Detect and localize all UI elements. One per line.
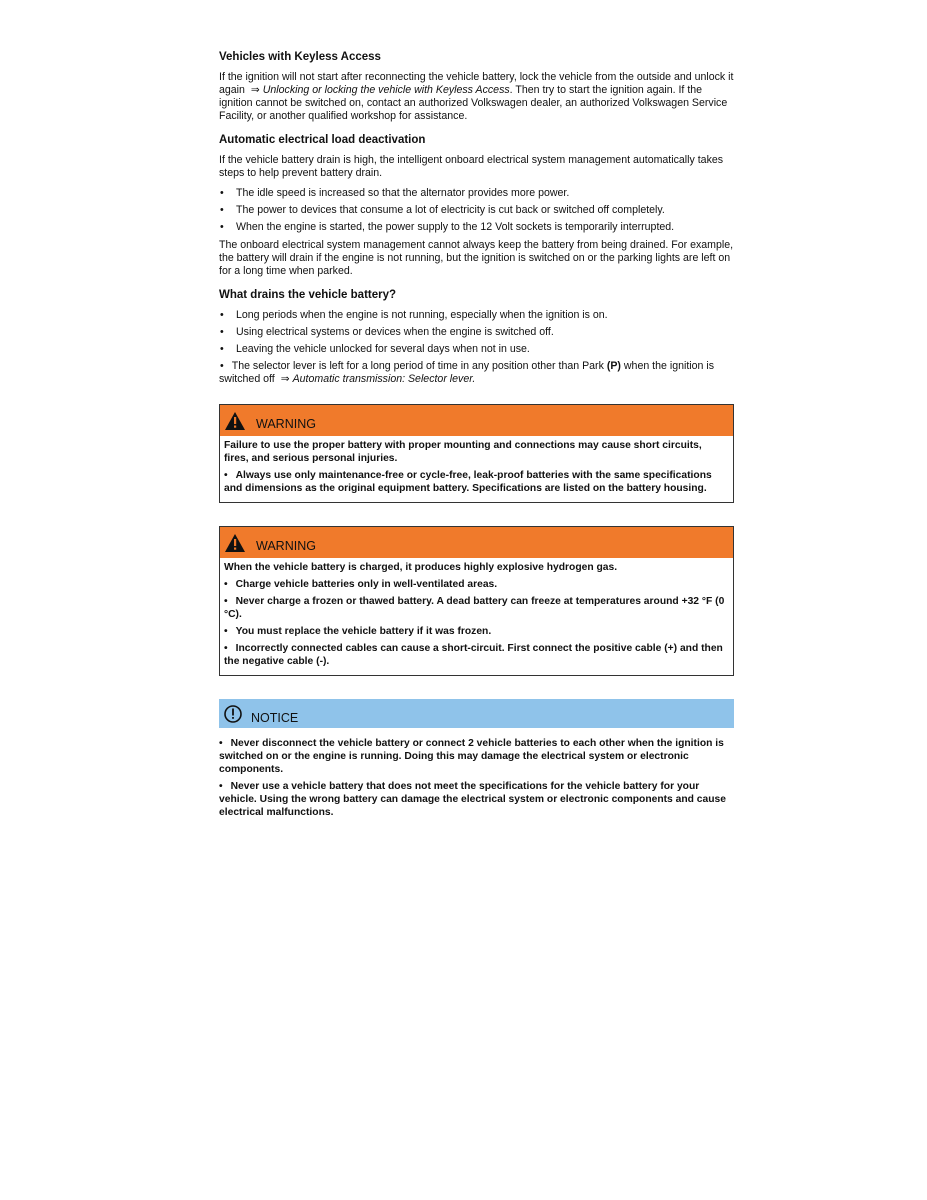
list-item [219, 309, 734, 322]
bullet: • [220, 343, 224, 355]
warning-title: WARNING [256, 416, 316, 431]
warning-list [224, 469, 729, 495]
bullet: • [220, 204, 224, 216]
bullet: • [224, 470, 228, 481]
exclamation-circle-icon [223, 704, 243, 724]
bullet: • [220, 309, 224, 321]
list-item [219, 360, 734, 386]
list-item-text: The idle speed is increased so that the alternator provides more power. [236, 187, 570, 199]
warning-body [220, 558, 733, 675]
list-item [224, 469, 729, 495]
list-item [219, 343, 734, 356]
park-position-label: (P) [606, 360, 621, 372]
warning-body [220, 436, 733, 502]
bullet: • [224, 643, 228, 654]
list-item [224, 625, 729, 638]
warning-box-hydrogen [219, 526, 734, 676]
bullet: • [224, 579, 228, 590]
list-item-text: when the ignition is switched off [219, 360, 715, 385]
paragraph-load-outro: The onboard electrical system management cannot always keep the battery from being drained. For example, the battery will drain if the engine is not running, but the ignition is switched on or the parking lights are left on for a long time when parked. [219, 239, 734, 277]
list-battery-drains [219, 309, 734, 386]
bullet: • [219, 738, 223, 749]
paragraph-load-intro: If the vehicle battery drain is high, the intelligent onboard electrical system management automatically takes steps to help prevent battery drain. [219, 154, 724, 179]
warning-list [224, 578, 729, 668]
notice-box [219, 699, 734, 819]
bullet: • [224, 596, 228, 607]
bullet: • [220, 326, 224, 338]
warning-lead: Failure to use the proper battery with proper mounting and connections may cause short circuits, fires, and serious personal injuries. [224, 440, 702, 464]
bullet: • [219, 781, 223, 792]
bullet: • [220, 187, 224, 199]
warning-triangle-icon [224, 533, 246, 553]
list-item-text: Never charge a frozen or thawed battery. A dead battery can freeze at temperatures around +32 °F (0 °C). [224, 596, 725, 620]
warning-lead: When the vehicle battery is charged, it produces highly explosive hydrogen gas. [224, 562, 618, 573]
list-item-text: Always use only maintenance-free or cycle-free, leak-proof batteries with the same specifications and dimensions as the original equipment battery. Specifications are listed on the battery housing. [224, 470, 712, 494]
list-item-text: Charge vehicle batteries only in well-ventilated areas. [235, 579, 498, 590]
list-item-text: The selector lever is left for a long period of time in any position other than Park [231, 360, 604, 372]
list-item [224, 595, 729, 621]
keyless-text-a: If the ignition will not start after reconnecting the vehicle battery, lock the vehicle from the outside and unlock it again [219, 71, 734, 96]
bullet: • [220, 221, 224, 233]
list-item [219, 204, 734, 217]
bullet: • [220, 360, 224, 372]
paragraph-keyless-access [219, 71, 734, 123]
list-item [219, 326, 734, 339]
cross-reference-arrow: ⇒ [250, 84, 260, 96]
list-item-text: Long periods when the engine is not running, especially when the ignition is on. [236, 309, 608, 321]
warning-box-battery [219, 404, 734, 503]
list-item-text: The power to devices that consume a lot of electricity is cut back or switched off completely. [236, 204, 665, 216]
list-item-text: Never use a vehicle battery that does not meet the specifications for the vehicle battery for your vehicle. Using the wrong battery can damage the electrical system or electronic components and cause electrical malfunctions. [219, 781, 727, 818]
cross-reference-selector-lever[interactable]: Automatic transmission: Selector lever. [292, 373, 476, 385]
list-item [219, 780, 734, 819]
list-item-text: You must replace the vehicle battery if it was frozen. [235, 626, 492, 637]
warning-title: WARNING [256, 538, 316, 553]
notice-title: NOTICE [251, 710, 299, 725]
warning-triangle-icon [224, 411, 246, 431]
list-item [224, 642, 729, 668]
list-item-text: Never disconnect the vehicle battery or connect 2 vehicle batteries to each other when the ignition is switched on or the engine is running. Doing this may damage the electrical system or electronic components. [219, 738, 724, 775]
document-page [219, 50, 734, 823]
cross-reference-arrow: ⇒ [280, 373, 290, 385]
list-item [219, 737, 734, 776]
list-item [219, 187, 734, 200]
list-load-measures [219, 187, 734, 234]
notice-body [219, 728, 734, 819]
list-item-text: Incorrectly connected cables can cause a short-circuit. First connect the positive cable (+) and then the negative cable (-). [224, 643, 723, 667]
cross-reference-keyless[interactable]: Unlocking or locking the vehicle with Keyless Access [262, 84, 510, 96]
list-item-text: Using electrical systems or devices when the engine is switched off. [236, 326, 554, 338]
notice-list [219, 737, 734, 819]
warning-header [220, 527, 733, 558]
heading-keyless-access: Vehicles with Keyless Access [219, 51, 381, 63]
heading-battery-drains: What drains the vehicle battery? [219, 289, 397, 301]
list-item-text: Leaving the vehicle unlocked for several days when not in use. [236, 343, 530, 355]
warning-header [220, 405, 733, 436]
bullet: • [224, 626, 228, 637]
list-item [219, 221, 734, 234]
list-item [224, 578, 729, 591]
list-item-text: When the engine is started, the power supply to the 12 Volt sockets is temporarily interrupted. [236, 221, 675, 233]
notice-header [219, 699, 734, 728]
keyless-text-b: . Then try to start the ignition again. If the ignition cannot be switched on, contact an authorized Volkswagen dealer, an authorized Volkswagen Service Facility, or another qualified workshop for assistance. [219, 84, 728, 122]
heading-load-deactivation: Automatic electrical load deactivation [219, 134, 426, 146]
